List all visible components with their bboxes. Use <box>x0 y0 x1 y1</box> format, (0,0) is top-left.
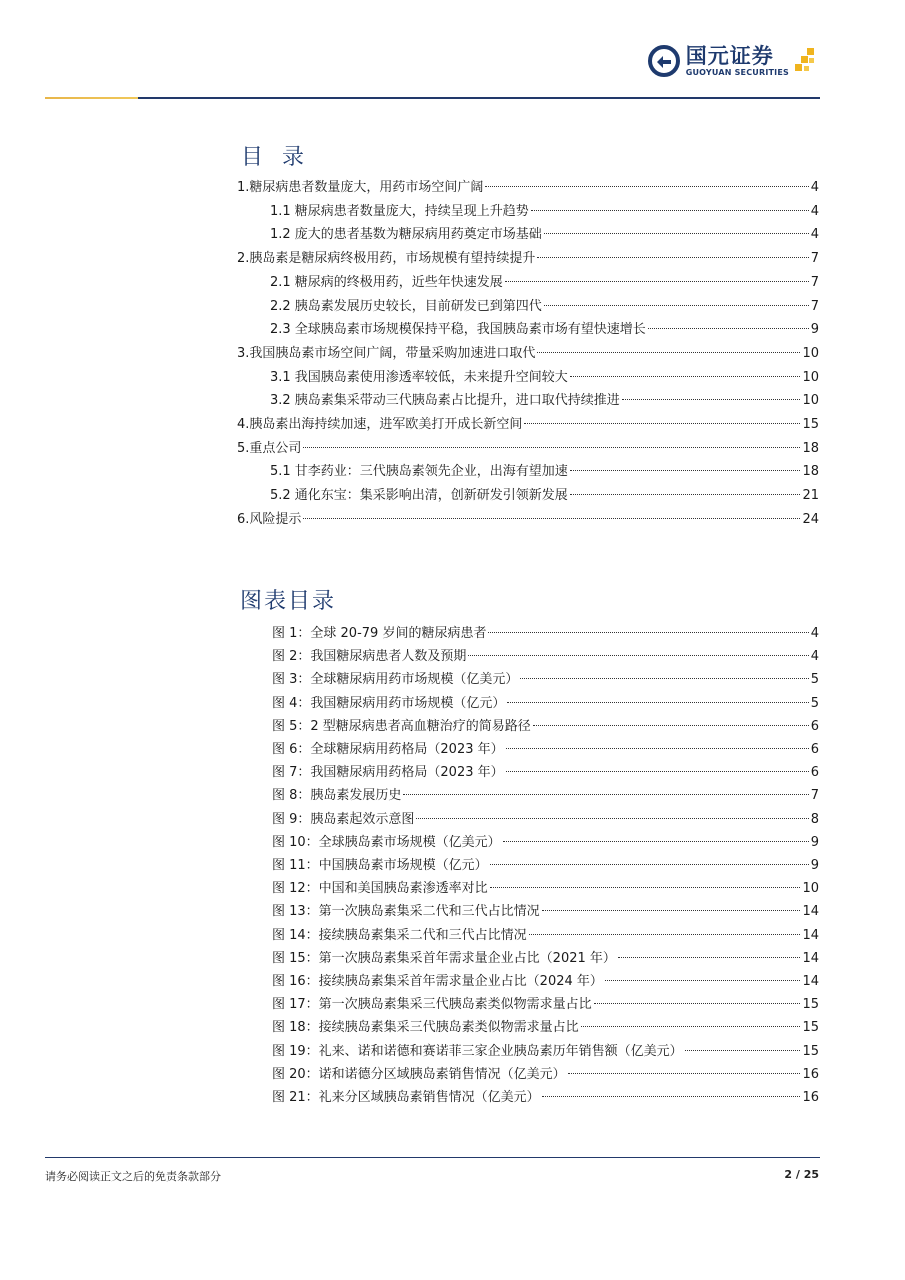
entry-label: 图 4：我国糖尿病用药市场规模（亿元） <box>272 695 506 711</box>
guoyuan-logo-icon <box>648 45 680 77</box>
entry-page-number: 9 <box>810 834 819 850</box>
entry-page-number: 15 <box>802 1020 819 1036</box>
entry-label: 1.1 糖尿病患者数量庞大，持续呈现上升趋势 <box>270 203 529 219</box>
entry-label: 图 15：第一次胰岛素集采首年需求量企业占比（2021 年） <box>272 950 616 966</box>
entry-label: 图 1：全球 20-79 岁间的糖尿病患者 <box>272 626 487 641</box>
dot-leader <box>507 702 808 703</box>
toc-entry[interactable] <box>270 390 819 412</box>
toc-entry[interactable] <box>270 461 819 483</box>
entry-label: 图 19：礼来、诺和诺德和赛诺菲三家企业胰岛素历年销售额（亿美元） <box>272 1043 683 1059</box>
entry-label: 图 13：第一次胰岛素集采二代和三代占比情况 <box>272 904 540 920</box>
figure-entry[interactable] <box>272 762 819 784</box>
entry-page-number: 7 <box>810 298 819 314</box>
dot-leader <box>488 632 808 633</box>
figure-entry[interactable] <box>272 646 819 668</box>
lof-title: 图表目录 <box>240 589 337 614</box>
dot-leader <box>542 910 801 911</box>
entry-page-number: 9 <box>810 322 819 338</box>
dot-leader <box>416 818 808 819</box>
entry-page-number: 15 <box>802 417 819 432</box>
entry-page-number: 6 <box>810 765 819 781</box>
entry-page-number: 10 <box>802 393 819 409</box>
entry-label: 图 20：诺和诺德分区域胰岛素销售情况（亿美元） <box>272 1066 566 1082</box>
entry-page-number: 14 <box>802 950 819 966</box>
figure-entry[interactable] <box>272 948 819 970</box>
entry-page-number: 4 <box>810 649 819 665</box>
brand-name-en: GUOYUAN SECURITIES <box>685 68 789 77</box>
entry-label: 图 7：我国糖尿病用药格局（2023 年） <box>272 765 504 781</box>
figure-entry[interactable] <box>272 832 819 854</box>
toc-entry[interactable] <box>237 343 819 365</box>
page-number: 2 / 25 <box>784 1168 819 1181</box>
footer-disclaimer: 请务必阅读正文之后的免责条款部分 <box>45 1170 221 1183</box>
dot-leader <box>503 841 809 842</box>
entry-label: 3.2 胰岛素集采带动三代胰岛素占比提升，进口取代持续推进 <box>270 393 620 409</box>
figure-entry[interactable] <box>272 971 819 993</box>
dot-leader <box>485 186 808 187</box>
entry-page-number: 14 <box>802 974 819 989</box>
entry-page-number: 10 <box>802 369 819 385</box>
dot-leader <box>542 1096 801 1097</box>
entry-label: 图 12：中国和美国胰岛素渗透率对比 <box>272 881 488 897</box>
figure-entry[interactable] <box>272 994 819 1016</box>
figure-entry[interactable] <box>272 669 819 691</box>
header-divider <box>45 97 820 99</box>
toc-entry[interactable] <box>237 438 819 460</box>
entry-page-number: 16 <box>802 1066 819 1082</box>
dot-leader <box>403 794 808 795</box>
entry-label: 5.1 甘李药业：三代胰岛素领先企业，出海有望加速 <box>270 464 568 480</box>
figure-entry[interactable] <box>272 716 819 738</box>
entry-page-number: 8 <box>810 811 819 827</box>
toc-entry[interactable] <box>270 296 819 318</box>
entry-page-number: 18 <box>802 440 819 456</box>
figure-entry[interactable] <box>272 878 819 900</box>
dot-leader <box>618 957 801 958</box>
toc-entry[interactable] <box>270 224 819 246</box>
dot-leader <box>533 725 809 726</box>
entry-label: 图 2：我国糖尿病患者人数及预期 <box>272 649 467 665</box>
entry-page-number: 14 <box>802 904 819 920</box>
dot-leader <box>648 328 809 329</box>
dot-leader <box>490 864 809 865</box>
logo-squares-icon <box>793 46 819 76</box>
dot-leader <box>568 1073 801 1074</box>
dot-leader <box>524 423 800 424</box>
entry-label: 2.3 全球胰岛素市场规模保持平稳，我国胰岛素市场有望快速增长 <box>270 322 646 338</box>
dot-leader <box>594 1003 801 1004</box>
dot-leader <box>544 233 809 234</box>
dot-leader <box>520 678 808 679</box>
dot-leader <box>537 257 808 258</box>
footer-divider <box>45 1157 820 1158</box>
dot-leader <box>303 447 800 448</box>
dot-leader <box>581 1026 801 1027</box>
entry-label: 2.2 胰岛素发展历史较长，目前研发已到第四代 <box>270 298 542 314</box>
entry-page-number: 10 <box>802 345 819 361</box>
entry-page-number: 4 <box>810 203 819 219</box>
figure-entry[interactable] <box>272 1017 819 1039</box>
entry-page-number: 24 <box>802 511 819 527</box>
figure-entry[interactable] <box>272 809 819 831</box>
entry-label: 图 21：礼来分区域胰岛素销售情况（亿美元） <box>272 1090 540 1105</box>
entry-page-number: 10 <box>802 881 819 897</box>
dot-leader <box>570 470 801 471</box>
entry-page-number: 16 <box>802 1090 819 1105</box>
dot-leader <box>506 771 809 772</box>
toc-entry[interactable] <box>270 319 819 341</box>
dot-leader <box>570 494 801 495</box>
entry-label: 图 18：接续胰岛素集采三代胰岛素类似物需求量占比 <box>272 1020 579 1036</box>
toc-entry[interactable] <box>237 177 819 199</box>
entry-label: 4.胰岛素出海持续加速，进军欧美打开成长新空间 <box>237 417 523 432</box>
dot-leader <box>529 934 801 935</box>
entry-page-number: 9 <box>810 858 819 873</box>
dot-leader <box>685 1050 801 1051</box>
dot-leader <box>605 980 801 981</box>
dot-leader <box>537 352 800 353</box>
figure-entry[interactable] <box>272 693 819 715</box>
toc-entry[interactable] <box>270 367 819 389</box>
toc-entry[interactable] <box>270 485 819 507</box>
toc-entry[interactable] <box>237 414 819 436</box>
entry-page-number: 15 <box>802 997 819 1013</box>
figure-entry[interactable] <box>272 1087 819 1109</box>
company-logo <box>648 44 819 78</box>
entry-page-number: 18 <box>802 464 819 480</box>
entry-page-number: 4 <box>810 227 819 243</box>
entry-label: 图 10：全球胰岛素市场规模（亿美元） <box>272 834 501 850</box>
entry-page-number: 6 <box>810 742 819 757</box>
entry-label: 图 14：接续胰岛素集采二代和三代占比情况 <box>272 927 527 943</box>
toc-entry[interactable] <box>237 248 819 270</box>
brand-name-cn: 国元证券 <box>685 44 774 68</box>
entry-label: 图 6：全球糖尿病用药格局（2023 年） <box>272 742 504 757</box>
dot-leader <box>303 518 800 519</box>
entry-label: 1.2 庞大的患者基数为糖尿病用药奠定市场基础 <box>270 227 542 243</box>
figure-entry[interactable] <box>272 855 819 877</box>
figure-entry[interactable] <box>272 739 819 761</box>
entry-label: 图 8：胰岛素发展历史 <box>272 788 402 804</box>
entry-label: 5.重点公司 <box>237 440 302 456</box>
entry-label: 图 11：中国胰岛素市场规模（亿元） <box>272 858 488 873</box>
toc-entry[interactable] <box>270 201 819 223</box>
entry-label: 图 9：胰岛素起效示意图 <box>272 811 415 827</box>
entry-label: 5.2 通化东宝：集采影响出清，创新研发引领新发展 <box>270 488 568 504</box>
figure-entry[interactable] <box>272 925 819 947</box>
entry-page-number: 4 <box>810 180 819 195</box>
entry-label: 2.1 糖尿病的终极用药，近些年快速发展 <box>270 274 503 290</box>
figure-entry[interactable] <box>272 785 819 807</box>
figure-entry[interactable] <box>272 1064 819 1086</box>
entry-page-number: 4 <box>810 626 819 641</box>
dot-leader <box>544 305 809 306</box>
entry-label: 1.糖尿病患者数量庞大，用药市场空间广阔 <box>237 180 484 195</box>
entry-label: 图 16：接续胰岛素集采首年需求量企业占比（2024 年） <box>272 974 603 989</box>
entry-page-number: 7 <box>810 251 819 267</box>
dot-leader <box>570 376 801 377</box>
entry-page-number: 21 <box>802 488 819 504</box>
entry-page-number: 14 <box>802 927 819 943</box>
entry-page-number: 7 <box>810 274 819 290</box>
entry-label: 图 5：2 型糖尿病患者高血糖治疗的简易路径 <box>272 718 531 734</box>
figure-entry[interactable] <box>272 623 819 645</box>
figure-entry[interactable] <box>272 901 819 923</box>
entry-page-number: 5 <box>810 672 819 688</box>
toc-title: 目 录 <box>241 145 310 170</box>
toc-entry[interactable] <box>270 272 819 294</box>
entry-label: 3.1 我国胰岛素使用渗透率较低，未来提升空间较大 <box>270 369 568 385</box>
entry-page-number: 15 <box>802 1043 819 1059</box>
entry-page-number: 5 <box>810 695 819 711</box>
entry-label: 2.胰岛素是糖尿病终极用药，市场规模有望持续提升 <box>237 251 536 267</box>
entry-page-number: 6 <box>810 718 819 734</box>
dot-leader <box>622 399 801 400</box>
dot-leader <box>506 748 809 749</box>
entry-label: 图 3：全球糖尿病用药市场规模（亿美元） <box>272 672 519 688</box>
entry-page-number: 7 <box>810 788 819 804</box>
toc-entry[interactable] <box>237 509 819 531</box>
dot-leader <box>468 655 808 656</box>
entry-label: 6.风险提示 <box>237 511 302 527</box>
dot-leader <box>531 210 809 211</box>
entry-label: 3.我国胰岛素市场空间广阔，带量采购加速进口取代 <box>237 345 536 361</box>
dot-leader <box>490 887 801 888</box>
figure-entry[interactable] <box>272 1041 819 1063</box>
dot-leader <box>505 281 809 282</box>
entry-label: 图 17：第一次胰岛素集采三代胰岛素类似物需求量占比 <box>272 997 592 1013</box>
